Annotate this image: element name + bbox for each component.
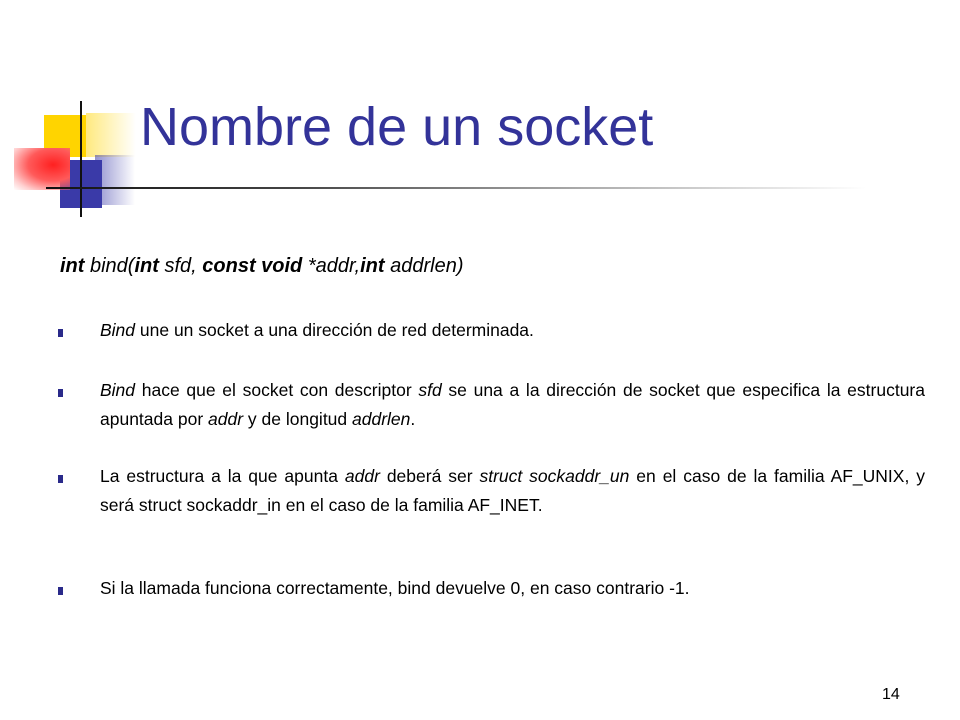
bullet-item <box>100 316 925 345</box>
bullet-emphasis: Bind <box>100 380 136 400</box>
slide-logo-decoration <box>0 95 140 220</box>
bullet-text: une un socket a una dirección de red determinada. <box>135 320 534 340</box>
signature-bind: bind( <box>84 255 135 277</box>
keyword-int: int <box>134 255 159 277</box>
function-signature <box>60 255 463 278</box>
bullet-emphasis: sfd <box>418 380 442 400</box>
logo-vertical-line <box>80 101 82 217</box>
bullet-text: La estructura a la que apunta <box>100 466 345 486</box>
bullet-emphasis: addr <box>208 409 244 429</box>
title-underline <box>46 187 866 189</box>
bullet-emphasis: addrlen <box>352 409 411 429</box>
bullet-emphasis: Bind <box>100 320 136 340</box>
bullet-item <box>100 462 925 520</box>
bullet-emphasis: struct sockaddr_un <box>479 466 630 486</box>
bullet-text: se una a la dirección de socket que especifica la estructura apuntada por <box>100 380 925 429</box>
bullet-marker-icon <box>58 389 63 397</box>
keyword-int: int <box>60 255 85 277</box>
bullet-item <box>100 574 925 603</box>
bullet-emphasis: addr <box>344 466 380 486</box>
signature-sfd: sfd, <box>158 255 203 277</box>
bullet-text: hace que el socket con descriptor <box>135 380 419 400</box>
slide-title: Nombre de un socket <box>140 97 654 157</box>
bullet-marker-icon <box>58 475 63 483</box>
bullet-item <box>100 376 925 434</box>
bullet-text: deberá ser <box>379 466 480 486</box>
bullet-text: Si la llamada funciona correctamente, bind devuelve 0, en caso contrario -1. <box>100 578 690 598</box>
logo-red-square <box>14 148 70 190</box>
keyword-int: int <box>360 255 385 277</box>
signature-addr: *addr, <box>302 255 361 277</box>
bullet-text: . <box>410 409 416 429</box>
bullet-text: en el caso de la familia AF_UNIX, y será struct sockaddr_in en el caso de la familia AF_INET. <box>100 466 926 515</box>
bullet-marker-icon <box>58 329 63 337</box>
logo-yellow-fade <box>86 113 136 157</box>
page-number: 14 <box>882 686 900 703</box>
keyword-const-void: const void <box>202 255 303 277</box>
signature-addrlen: addrlen) <box>384 255 464 277</box>
bullet-marker-icon <box>58 587 63 595</box>
bullet-text: y de longitud <box>243 409 353 429</box>
